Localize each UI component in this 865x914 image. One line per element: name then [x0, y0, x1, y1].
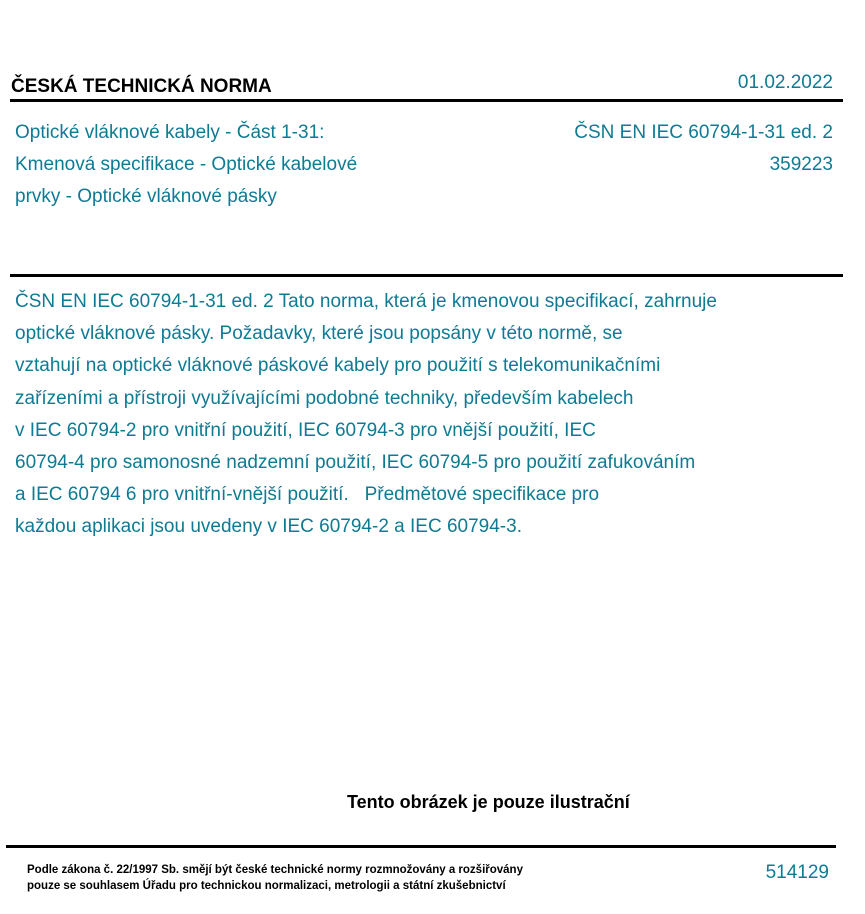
abstract-line: v IEC 60794-2 pro vnitřní použití, IEC 60794-3 pro vnější použití, IEC: [15, 419, 596, 441]
standard-identifiers: [574, 117, 833, 181]
standard-title-line: Kmenová specifikace - Optické kabelové: [15, 154, 358, 175]
header-divider: [10, 99, 843, 102]
class-number: 359223: [769, 154, 833, 175]
document-heading: ČESKÁ TECHNICKÁ NORMA: [11, 76, 272, 97]
footer-divider: [6, 845, 836, 848]
catalog-number: 514129: [765, 862, 829, 883]
legal-notice-line: pouze se souhlasem Úřadu pro technickou normalizaci, metrologii a státní zkušebnictví: [27, 880, 506, 892]
abstract-line: každou aplikaci jsou uvedeny v IEC 60794-2 a IEC 60794-3.: [15, 516, 522, 538]
section-divider: [10, 274, 843, 277]
standard-code: ČSN EN IEC 60794-1-31 ed. 2: [574, 122, 833, 143]
abstract-line: 60794-4 pro samonosné nadzemní použití, IEC 60794-5 pro použití zafukováním: [15, 452, 696, 474]
abstract-line: zařízeními a přístroji využívajícími podobné techniky, především kabelech: [15, 387, 634, 409]
standard-title-line: Optické vláknové kabely - Část 1-31:: [15, 122, 325, 143]
publication-date: 01.02.2022: [737, 72, 833, 93]
standard-title-line: prvky - Optické vláknové pásky: [15, 186, 277, 207]
legal-notice: [27, 862, 523, 894]
abstract-line: a IEC 60794 6 pro vnitřní-vnější použití. Předmětové specifikace pro: [15, 484, 600, 506]
abstract-line: ČSN EN IEC 60794-1-31 ed. 2 Tato norma, která je kmenovou specifikací, zahrnuje: [15, 291, 717, 312]
abstract-line: vztahují na optické vláknové páskové kabely pro použití s telekomunikačními: [15, 355, 661, 377]
standard-abstract: [15, 286, 825, 544]
legal-notice-line: Podle zákona č. 22/1997 Sb. smějí být české technické normy rozmnožovány a rozšiřovány: [27, 864, 523, 876]
abstract-line: optické vláknové pásky. Požadavky, které jsou popsány v této normě, se: [15, 323, 623, 345]
illustration-note: Tento obrázek je pouze ilustrační: [347, 792, 630, 812]
standard-title: [15, 117, 435, 213]
